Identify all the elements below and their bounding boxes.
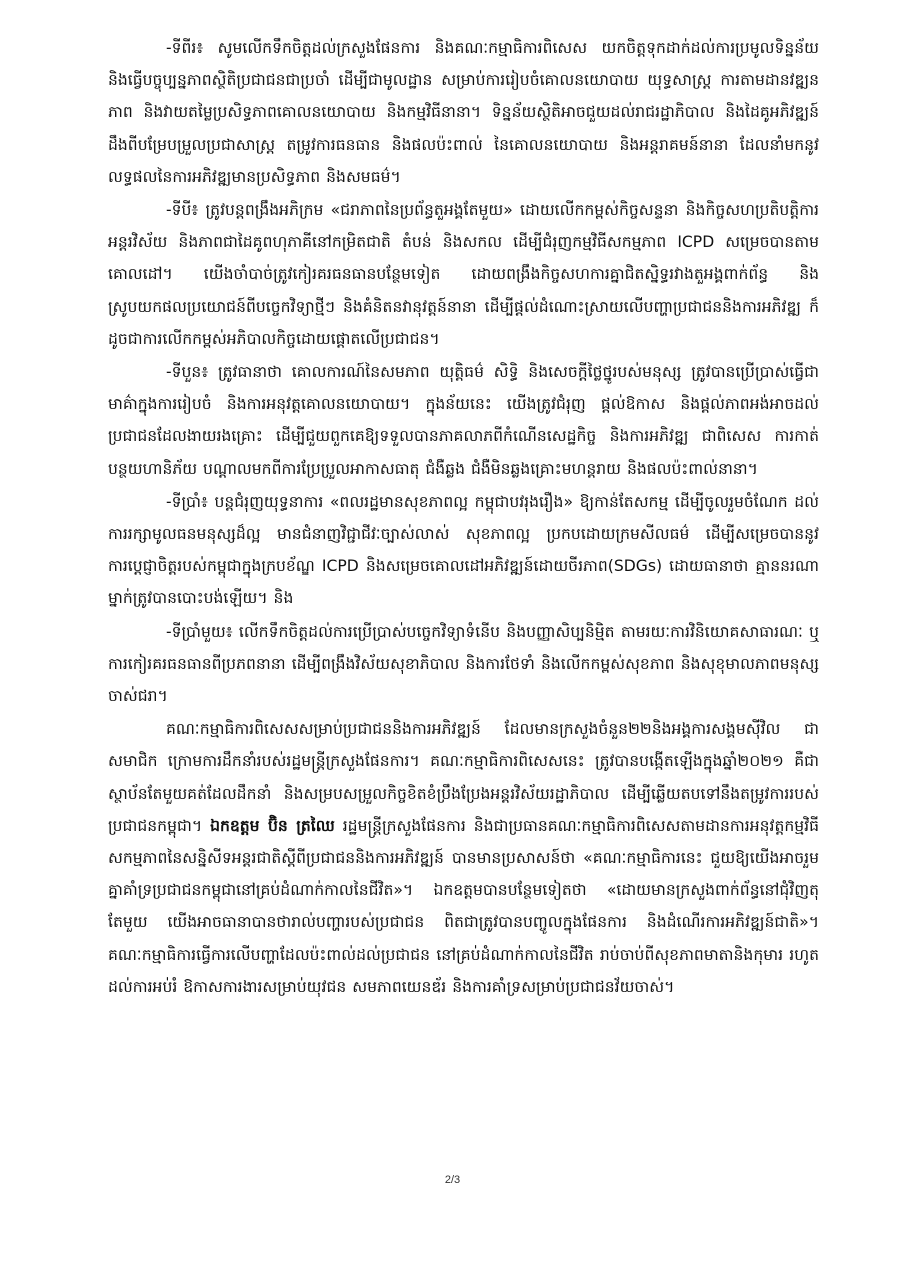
minister-name: ឯកឧត្តម ប៊ិន ត្រឈៃ [210,816,335,835]
committee-text-intro: គណៈកម្មាធិការពិសេសសម្រាប់ប្រជាជននិងការអភិវឌ្ឍន៍ ដែលមានក្រសួងចំនួន២២និងអង្គការសង្គមស៊ីវិល ជាសមាជិក ក្រោមការដឹកនាំរបស់រដ្ឋមន្ត្រីក្រសួងផែនការ។ គណៈកម្មាធិការពិសេសនេះ ត្រូវបានបង្កើតឡើងក្នុងឆ្នាំ២០២១ គឺជាស្ថាប័នតែមួយគត់ដែលដឹកនាំ និងសម្របសម្រួលកិច្ចខិតខំប្រឹងប្រែងអន្តរវិស័យរដ្ឋាភិបាល ដើម្បីឆ្លើយតបទៅនឹងតម្រូវការរបស់ប្រជាជនកម្ពុជា។ [108,720,819,835]
page-number: 2/3 [444,1174,461,1186]
paragraph-third-point: -ទីបី៖ ត្រូវបន្តពង្រឹងអភិក្រម «ជរាភាពនៃប្រព័ន្ធតួអង្គតែមួយ» ដោយលើកកម្ពស់កិច្ចសន្ទនា និងកិច្ចសហប្រតិបត្តិការអន្តរវិស័យ និងភាពជាដៃគូពហុភាគីនៅកម្រិតជាតិ តំបន់ និងសកល ដើម្បីជំរុញកម្មវិធីសកម្មភាព ICPD សម្រេចបានតាមគោលដៅ។ យើងចាំបាច់ត្រូវកៀរគរធនធានបន្ថែមទៀត ដោយពង្រឹងកិច្ចសហការគ្នាជិតស្និទ្ធរវាងតួអង្គពាក់ព័ន្ធ និងស្រូបយកផលប្រយោជន៍ពីបច្ចេកវិទ្យាថ្មីៗ និងគំនិតនវានុវត្តន៍នានា ដើម្បីផ្តល់ដំណោះស្រាយលើបញ្ហាប្រជាជននិងការអភិវឌ្ឍ ក៏ដូចជាការលើកកម្ពស់អភិបាលកិច្ចដោយផ្តោតលើប្រជាជន។ [108,201,819,348]
paragraph-sixth-point: -ទីប្រាំមួយ៖ លើកទឹកចិត្តដល់ការប្រើប្រាស់បច្ចេកវិទ្យាទំនើប និងបញ្ញាសិប្បនិម្មិត តាមរយៈការវិនិយោគសាធារណៈ ឬការកៀរគរធនធានពីប្រភពនានា ដើម្បីពង្រឹងវិស័យសុខាភិបាល និងការថែទាំ និងលើកកម្ពស់សុខភាព និងសុខុមាលភាពមនុស្សចាស់ជរា។ [108,622,819,706]
paragraph-committee-description [108,713,819,1003]
paragraph-fifth-point: -ទីប្រាំ៖ បន្តជំរុញយុទ្ធនាការ «ពលរដ្ឋមានសុខភាពល្អ កម្ពុជាបវរុងរឿង» ឱ្យកាន់តែសកម្ម ដើម្បីចូលរួមចំណែក ដល់ការរក្សាមូលធនមនុស្សដ៏ល្អ មានជំនាញវិជ្ជាជីវៈច្បាស់លាស់ សុខភាពល្អ ប្រកបដោយក្រមសីលធម៌ ដើម្បីសម្រេចបាននូវការប្តេជ្ញាចិត្តរបស់កម្ពុជាក្នុងក្របខ័ណ្ឌ ICPD និងសម្រេចគោលដៅអភិវឌ្ឍន៍ដោយចីរភាព(SDGs) ដោយធានាថា គ្មាននរណាម្នាក់ត្រូវបានបោះបង់ឡើយ។ និង [108,492,819,608]
committee-text-quote: រដ្ឋមន្ត្រីក្រសួងផែនការ និងជាប្រធានគណៈកម្មាធិការពិសេសតាមដានការអនុវត្តកម្មវិធីសកម្មភាពនៃសន្និសីទអន្តរជាតិស្តីពីប្រជាជននិងការអភិវឌ្ឍន៍ បានមានប្រសាសន៍ថា «គណៈកម្មាធិការនេះ ជួយឱ្យយើងអាចរួមគ្នាគាំទ្រប្រជាជនកម្ពុជានៅគ្រប់ដំណាក់កាលនៃជីវិត»។ ឯកឧត្តមបានបន្ថែមទៀតថា «ដោយមានក្រសួងពាក់ព័ន្ធនៅជុំវិញតុតែមួយ យើងអាចធានាបានថារាល់បញ្ហារបស់ប្រជាជន ពិតជាត្រូវបានបញ្ចូលក្នុងផែនការ និងដំណើរការអភិវឌ្ឍន៍ជាតិ»។ គណៈកម្មាធិការធ្វើការលើបញ្ហាដែលប៉ះពាល់ដល់ប្រជាជន នៅគ្រប់ដំណាក់កាលនៃជីវិត រាប់ចាប់ពីសុខភាពមាតានិងកុមារ រហូតដល់ការអប់រំ ឱកាសការងារសម្រាប់យុវជន សមភាពយេនឌ័រ និងការគាំទ្រសម្រាប់ប្រជាជនវ័យចាស់។ [108,816,819,996]
paragraph-fourth-point: -ទីបួន៖ ត្រូវធានាថា គោលការណ៍នៃសមភាព យុត្តិធម៌ សិទ្ធិ និងសេចក្តីថ្លៃថ្នូរបស់មនុស្ស ត្រូវបានប្រើប្រាស់ធ្វើជាមាគ៌ាក្នុងការរៀបចំ និងការអនុវត្តគោលនយោបាយ។ ក្នុងន័យនេះ យើងត្រូវជំរុញ ផ្តល់ឱកាស និងផ្តល់ភាពអង់អាចដល់ប្រជាជនដែលងាយរងគ្រោះ ដើម្បីជួយពួកគេឱ្យទទួលបានភាគលាភពីកំណើនសេដ្ឋកិច្ច និងការអភិវឌ្ឍ ជាពិសេស ការកាត់បន្ថយហានិភ័យ បណ្តាលមកពីការប្រែប្រួលអាកាសធាតុ ជំងឺឆ្លង ជំងឺមិនឆ្លងគ្រោះមហន្តរាយ និងផលប៉ះពាល់នានា។ [108,363,819,478]
paragraph-second-point: -ទីពីរ៖ សូមលើកទឹកចិត្តដល់ក្រសួងផែនការ និងគណៈកម្មាធិការពិសេស យកចិត្តទុកដាក់ដល់ការប្រមូលទិន្នន័យ និងធ្វើបច្ចុប្បន្នភាពស្ថិតិប្រជាជនជាប្រចាំ ដើម្បីជាមូលដ្ឋាន សម្រាប់ការរៀបចំគោលនយោបាយ យុទ្ធសាស្ត្រ ការតាមដានវឌ្ឍនភាព និងវាយតម្លៃប្រសិទ្ធភាពគោលនយោបាយ និងកម្មវិធីនានា។ ទិន្នន័យស្ថិតិអាចជួយដល់រាជរដ្ឋាភិបាល និងដៃគូអភិវឌ្ឍន៍ដឹងពីបម្រែបម្រួលប្រជាសាស្ត្រ តម្រូវការធនធាន និងផលប៉ះពាល់ នៃគោលនយោបាយ និងអន្តរាគមន៍នានា ដែលនាំមកនូវលទ្ធផលនៃការអភិវឌ្ឍមានប្រសិទ្ធភាព និងសមធម៌។ [108,39,819,186]
